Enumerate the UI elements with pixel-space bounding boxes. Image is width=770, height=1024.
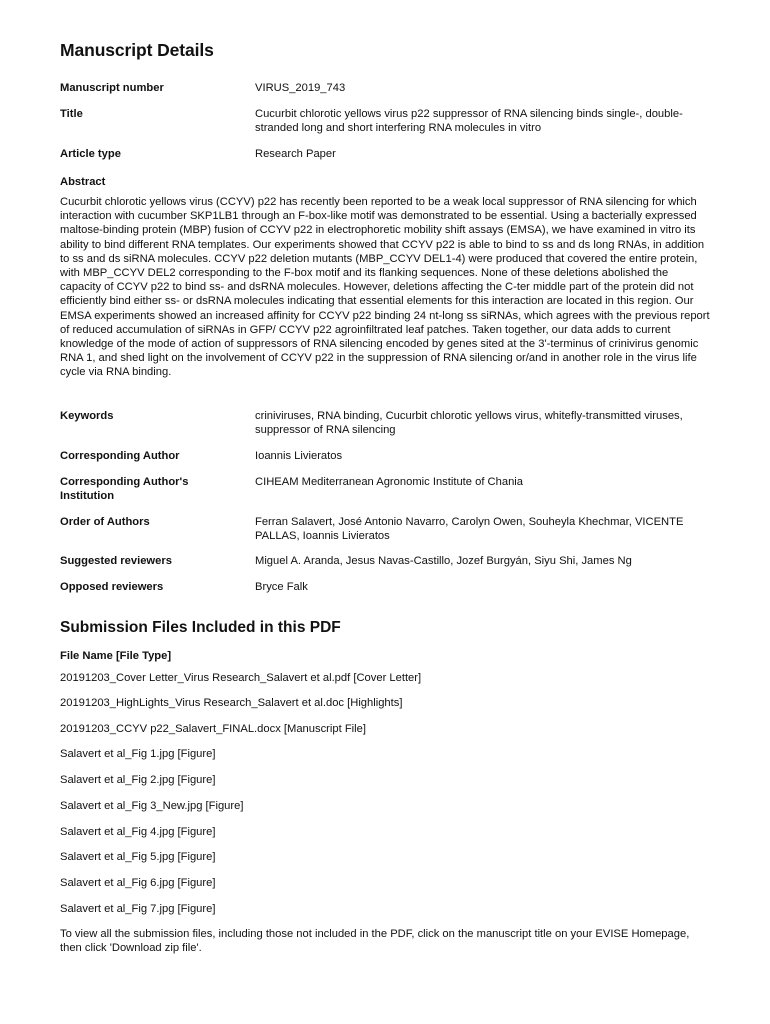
abstract-text: Cucurbit chlorotic yellows virus (CCYV) p22 has recently been reported to be a weak local suppressor of RNA silencing for which interaction with cucumber SKP1LB1 through an F-box-like motif was demonstrated to be essential. Using a bacterially expressed maltose-binding protein (MBP) fusion of CCYV p22 in electrophoretic mobility shift assays (EMSA), we have examined in vitro its ability to bind different RNA templates. Our experiments showed that CCYV p22 is able to bind to ss and ds long RNAs, in addition to ss and ds siRNA molecules. CCYV p22 deletion mutants (MBP_CCYV DEL1-4) were produced that covered the entire protein, with MBP_CCYV DEL2 corresponding to the F-box motif and its flanking sequences. None of these deletions abolished the capacity of CCYV p22 to bind ss- and dsRNA molecules. However, deletions affecting the C-ter middle part of the protein did not efficiently bind either ss- or dsRNA molecules indicating that essential elements for this interaction are located in this region. Our EMSA experiments showed an increased affinity for CCYV p22 binding 24 nt-long ss siRNAs, which agrees with the previous report of reduced accumulation of siRNAs in GFP/ CCYV p22 agroinfiltrated leaf patches. Taken together, our data adds to current knowledge of the mode of action of suppressors of RNA silencing encoded by genes sited at the 3'-terminus of crinivirus genomic RNA 1, and shed light on the involvement of CCYV p22 in the suppression of RNA silencing or/and in another role in the virus life cycle via RNA binding. — [60, 196, 710, 379]
detail-value: Ioannis Livieratos — [255, 450, 343, 462]
detail-value: Bryce Falk — [255, 581, 308, 593]
detail-label: Title — [60, 108, 83, 120]
file-item: Salavert et al_Fig 2.jpg [Figure] — [60, 774, 216, 786]
file-item: Salavert et al_Fig 5.jpg [Figure] — [60, 851, 216, 863]
file-item: Salavert et al_Fig 1.jpg [Figure] — [60, 748, 216, 760]
file-item: 20191203_CCYV p22_Salavert_FINAL.docx [Manuscript File] — [60, 723, 366, 735]
detail-value: Research Paper — [255, 148, 336, 160]
detail-label: Opposed reviewers — [60, 581, 164, 593]
file-list-header: File Name [File Type] — [60, 650, 172, 662]
detail-value: Cucurbit chlorotic yellows virus p22 suppressor of RNA silencing binds single-, double-stranded long and short interfering RNA molecules in vitro — [255, 108, 683, 134]
abstract-heading: Abstract — [60, 176, 106, 188]
page-title: Manuscript Details — [60, 40, 214, 60]
detail-label: Article type — [60, 148, 121, 160]
detail-label: Suggested reviewers — [60, 555, 172, 567]
detail-label: Keywords — [60, 410, 114, 422]
detail-value: VIRUS_2019_743 — [255, 82, 346, 94]
file-item: Salavert et al_Fig 6.jpg [Figure] — [60, 877, 216, 889]
download-instructions: To view all the submission files, including those not included in the PDF, click on the manuscript title on your EVISE Homepage, then click 'Download zip file'. — [60, 928, 690, 954]
detail-value: Miguel A. Aranda, Jesus Navas-Castillo, Jozef Burgyán, Siyu Shi, James Ng — [255, 555, 632, 567]
detail-label: Corresponding Author's Institution — [60, 476, 189, 502]
detail-label: Manuscript number — [60, 82, 164, 94]
file-item: 20191203_HighLights_Virus Research_Salavert et al.doc [Highlights] — [60, 697, 403, 709]
detail-value: criniviruses, RNA binding, Cucurbit chlorotic yellows virus, whitefly-transmitted viruses, suppressor of RNA silencing — [255, 410, 683, 436]
file-item: Salavert et al_Fig 4.jpg [Figure] — [60, 826, 216, 838]
detail-label: Order of Authors — [60, 516, 150, 528]
detail-value: Ferran Salavert, José Antonio Navarro, Carolyn Owen, Souheyla Khechmar, VICENTE PALLAS, Ioannis Livieratos — [255, 516, 684, 542]
file-item: Salavert et al_Fig 7.jpg [Figure] — [60, 903, 216, 915]
file-item: Salavert et al_Fig 3_New.jpg [Figure] — [60, 800, 244, 812]
file-item: 20191203_Cover Letter_Virus Research_Salavert et al.pdf [Cover Letter] — [60, 672, 422, 684]
submission-heading: Submission Files Included in this PDF — [60, 619, 341, 636]
detail-label: Corresponding Author — [60, 450, 180, 462]
detail-value: CIHEAM Mediterranean Agronomic Institute of Chania — [255, 476, 524, 488]
